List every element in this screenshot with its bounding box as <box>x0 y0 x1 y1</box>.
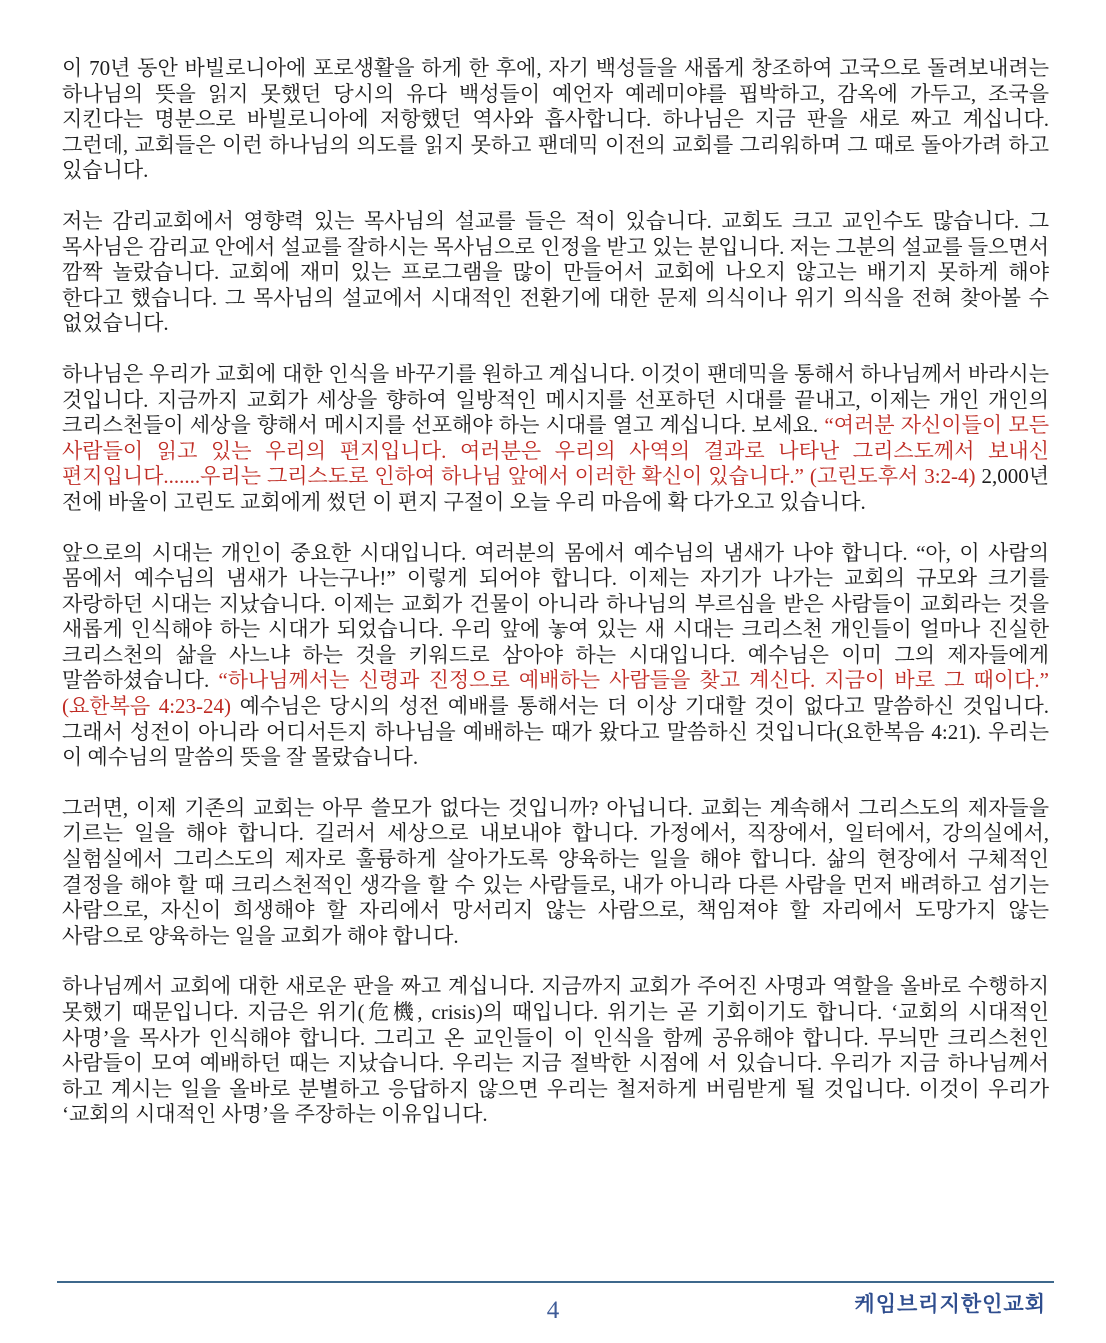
page-number: 4 <box>546 1297 560 1324</box>
body-text-segment: 하나님은 우리가 교회에 대한 인식을 바꾸기를 원하고 계십니다. 이것이 팬데믹을 통해서 하나님께서 바라시는 것입니다. 지금까지 교회가 세상을 향하여 일방적인 메시지를 선포하던 시대를 끝내고, 이제는 개인 개인의 크리스천들이 세상을 향해서 메시지를 선포해야 하는 시대를 열고 계십니다. 보세요. <box>62 361 1049 438</box>
body-text-segment: 앞으로의 시대는 개인이 중요한 시대입니다. 여러분의 몸에서 예수님의 냄새가 나야 합니다. “아, 이 사람의 몸에서 예수님의 냄새가 나는구나!” 이렇게 되어야 합니다. 이제는 자기가 나가는 교회의 규모와 크기를 자랑하던 시대는 지났습니다. 이제는 교회가 건물이 아니라 하나님의 부르심을 받은 사람들이 교회라는 것을 새롭게 인식해야 하는 시대가 되었습니다. 우리 앞에 놓여 있는 새 시대는 크리스천 개인들이 얼마나 진실한 크리스천의 삶을 사느냐 하는 것을 키워드로 삼아야 하는 시대입니다. 예수님은 이미 그의 제자들에게 말씀하셨습니다. <box>62 540 1049 693</box>
body-text-segment: 그러면, 이제 기존의 교회는 아무 쓸모가 없다는 것입니까? 아닙니다. 교회는 계속해서 그리스도의 제자들을 기르는 일을 해야 합니다. 길러서 세상으로 내보내야 합니다. 가정에서, 직장에서, 일터에서, 강의실에서, 실험실에서 그리스도의 제자로 훌륭하게 살아가도록 양육하는 일을 해야 합니다. 삶의 현장에서 구체적인 결정을 해야 할 때 크리스천적인 생각을 할 수 있는 사람들로, 내가 아니라 다른 사람을 먼저 배려하고 섬기는 사람으로, 자신이 희생해야 할 자리에서 망서리지 않는 사람으로, 책임져야 할 자리에서 도망가지 않는 사람으로 양육하는 일을 교회가 해야 합니다. <box>62 795 1049 948</box>
body-text-segment: 저는 감리교회에서 영향력 있는 목사님의 설교를 들은 적이 있습니다. 교회도 크고 교인수도 많습니다. 그 목사님은 감리교 안에서 설교를 잘하시는 목사님으로 인정을 받고 있는 분입니다. 저는 그분의 설교를 들으면서 깜짝 놀랐습니다. 교회에 재미 있는 프로그램을 많이 만들어서 교회에 나오지 않고는 배기지 못하게 해야 한다고 했습니다. 그 목사님의 설교에서 시대적인 전환기에 대한 문제 의식이나 위기 의식을 전혀 찾아볼 수 없었습니다. <box>62 208 1049 336</box>
body-text-segment: 예수님은 당시의 성전 예배를 통해서는 더 이상 기대할 것이 없다고 말씀하신 것입니다. 그래서 성전이 아니라 어디서든지 하나님을 예배하는 때가 왔다고 말씀하신 것입니다(요한복음 4:21). 우리는 이 예수님의 말씀의 뜻을 잘 몰랐습니다. <box>62 694 1049 770</box>
paragraph <box>62 974 1049 1128</box>
footer-divider-rule <box>57 1281 1054 1283</box>
scripture-quote-red-text: “여러분 자신이들이 모든 사람들이 읽고 있는 우리의 편지입니다. 여러분은 우리의 사역의 결과로 나타난 그리스도께서 보내신 편지입니다.......우리는 그리스도로 인하여 하나님 앞에서 이러한 확신이 있습니다.” (고린도후서 3:2-4) <box>62 413 1049 489</box>
paragraph <box>62 56 1049 184</box>
paragraph <box>62 209 1049 337</box>
document-body <box>62 56 1049 1273</box>
paragraph <box>62 796 1049 950</box>
scripture-quote-red-text: “하나님께서는 신령과 진정으로 예배하는 사람들을 찾고 계신다. 지금이 바로 그 때이다.” (요한복음 4:23-24) <box>62 668 1049 719</box>
body-text-segment: 2,000년 전에 바울이 고린도 교회에게 썼던 이 편지 구절이 오늘 우리 마음에 확 다가오고 있습니다. <box>62 464 1049 514</box>
body-text-segment: 하나님께서 교회에 대한 새로운 판을 짜고 계십니다. 지금까지 교회가 주어진 사명과 역할을 올바로 수행하지 못했기 때문입니다. 지금은 위기(危機, crisis)의 때입니다. 위기는 곧 기회이기도 합니다. ‘교회의 시대적인 사명’을 목사가 인식해야 합니다. 그리고 온 교인들이 이 인식을 함께 공유해야 합니다. 무늬만 크리스천인 사람들이 모여 예배하던 때는 지났습니다. 우리는 지금 절박한 시점에 서 있습니다. 우리가 지금 하나님께서 하고 계시는 일을 올바로 분별하고 응답하지 않으면 우리는 철저하게 버림받게 될 것입니다. 이것이 우리가 ‘교회의 시대적인 사명’을 주장하는 이유입니다. <box>62 974 1049 1127</box>
footer-church-name: 케임브리지한인교회 <box>854 1292 1046 1316</box>
body-text-segment: 이 70년 동안 바빌로니아에 포로생활을 하게 한 후에, 자기 백성들을 새롭게 창조하여 고국으로 돌려보내려는 하나님의 뜻을 읽지 못했던 당시의 유다 백성들이 예언자 예레미야를 핍박하고, 감옥에 가두고, 조국을 지킨다는 명분으로 바빌로니아에 저항했던 역사와 흡사합니다. 하나님은 지금 판을 새로 짜고 계십니다. 그런데, 교회들은 이런 하나님의 의도를 읽지 못하고 팬데믹 이전의 교회를 그리워하며 그 때로 돌아가려 하고 있습니다. <box>62 56 1049 183</box>
paragraph <box>62 541 1049 771</box>
paragraph <box>62 362 1049 516</box>
